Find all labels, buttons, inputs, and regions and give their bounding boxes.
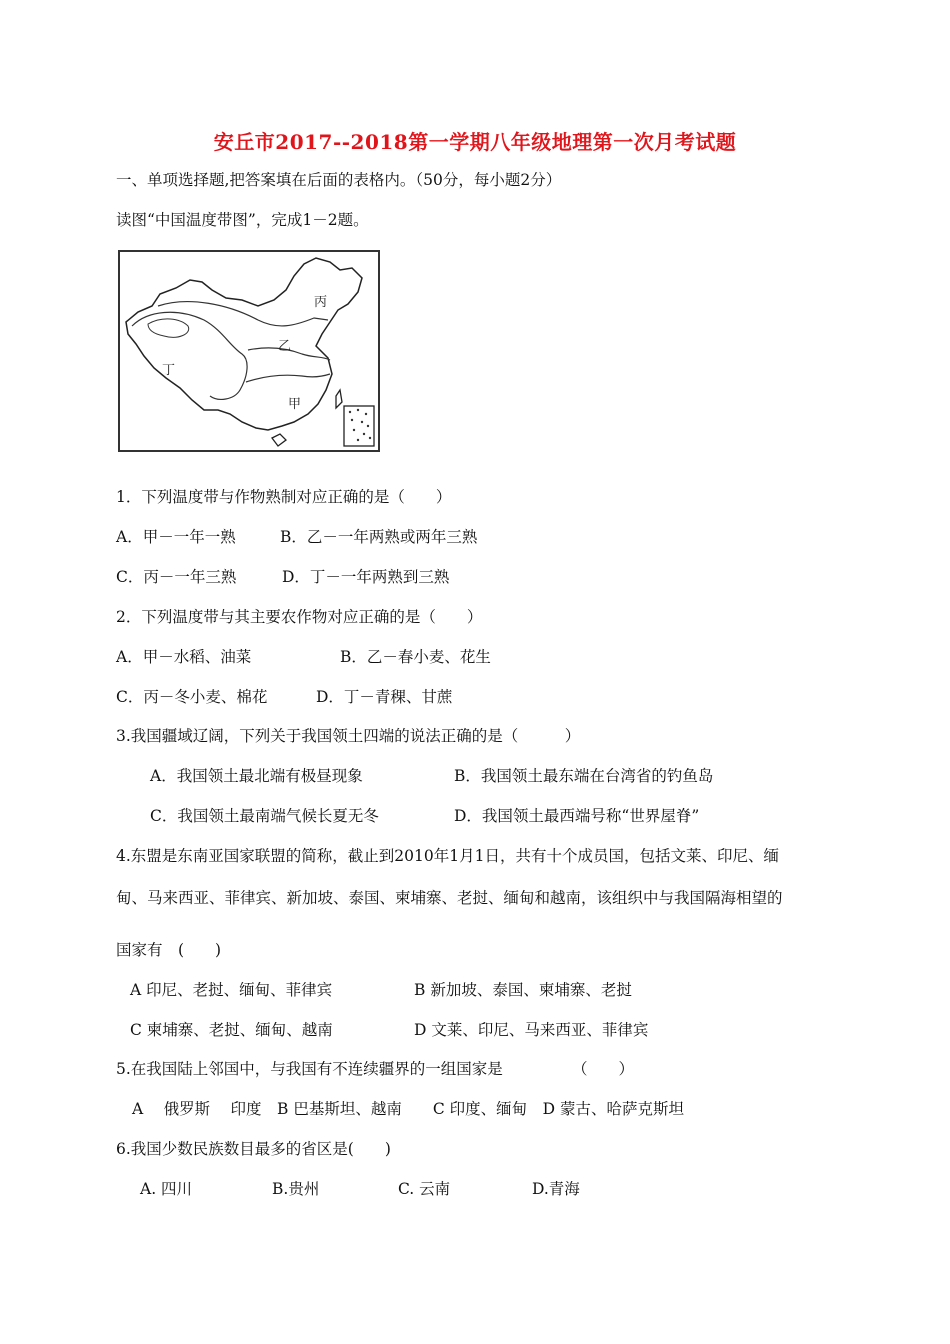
exam-title: 安丘市2017--2018第一学期八年级地理第一次月考试题 [213, 130, 737, 154]
question-6-option-d: D.青海 [532, 1180, 580, 1198]
question-4-option-a: A 印尼、老挝、缅甸、菲律宾 [130, 981, 333, 999]
question-4-option-d: D 文莱、印尼、马来西亚、菲律宾 [414, 1021, 649, 1039]
question-3-option-b: B．我国领土最东端在台湾省的钓鱼岛 [454, 767, 714, 785]
question-4-stem-line-3: 国家有 ( ) [116, 941, 222, 959]
question-6-option-b: B.贵州 [272, 1180, 320, 1198]
map-intro: 读图“中国温度带图”，完成1－2题。 [116, 211, 369, 229]
question-5-options: A 俄罗斯 印度 B 巴基斯坦、越南 C 印度、缅甸 D 蒙古、哈萨克斯坦 [132, 1100, 685, 1118]
question-4-option-c: C 柬埔寨、老挝、缅甸、越南 [130, 1021, 333, 1039]
question-4-stem-line-1: 4.东盟是东南亚国家联盟的简称，截止到2010年1月1日，共有十个成员国，包括文莱、印尼、缅 [116, 847, 779, 865]
question-3-option-c: C．我国领土最南端气候长夏无冬 [150, 807, 379, 825]
question-1-option-c: C．丙－一年三熟 [116, 568, 237, 586]
question-2-option-a: A．甲－水稻、油菜 [116, 648, 252, 666]
question-6-option-a: A. 四川 [140, 1180, 193, 1198]
question-2-option-c: C．丙－冬小麦、棉花 [116, 688, 268, 706]
question-3-stem: 3.我国疆域辽阔，下列关于我国领土四端的说法正确的是（ ） [116, 727, 581, 745]
question-6-option-c: C. 云南 [398, 1180, 451, 1198]
question-6-stem: 6.我国少数民族数目最多的省区是( ) [116, 1140, 391, 1158]
question-2-stem: 2．下列温度带与其主要农作物对应正确的是（ ） [116, 608, 483, 626]
map-frame [119, 251, 379, 451]
question-5-answer-paren: （ ） [572, 1060, 635, 1078]
question-4-option-b: B 新加坡、泰国、柬埔寨、老挝 [414, 981, 632, 999]
map-label-ding: 丁 [162, 363, 176, 378]
question-3-option-a: A．我国领土最北端有极昼现象 [150, 767, 363, 785]
china-temperature-zone-map [118, 250, 380, 452]
question-1-stem: 1．下列温度带与作物熟制对应正确的是（ ） [116, 488, 452, 506]
question-2-option-d: D．丁－青稞、甘蔗 [316, 688, 453, 706]
question-5-stem: 5.在我国陆上邻国中，与我国有不连续疆界的一组国家是 [116, 1060, 503, 1078]
question-1-option-b: B．乙－一年两熟或两年三熟 [280, 528, 478, 546]
question-2-option-b: B．乙－春小麦、花生 [340, 648, 491, 666]
section-heading: 一、单项选择题,把答案填在后面的表格内。（50分，每小题2分） [116, 171, 562, 189]
map-label-yi: 乙 [278, 339, 292, 354]
map-label-bing: 丙 [314, 295, 328, 310]
question-3-option-d: D．我国领土最西端号称“世界屋脊” [454, 807, 700, 825]
map-figure [118, 250, 380, 452]
question-4-stem-line-2: 甸、马来西亚、菲律宾、新加坡、泰国、柬埔寨、老挝、缅甸和越南，该组织中与我国隔海相望的 [116, 889, 783, 907]
question-1-option-d: D．丁－一年两熟到三熟 [282, 568, 450, 586]
map-label-jia: 甲 [288, 397, 302, 412]
question-1-option-a: A．甲－一年一熟 [116, 528, 236, 546]
